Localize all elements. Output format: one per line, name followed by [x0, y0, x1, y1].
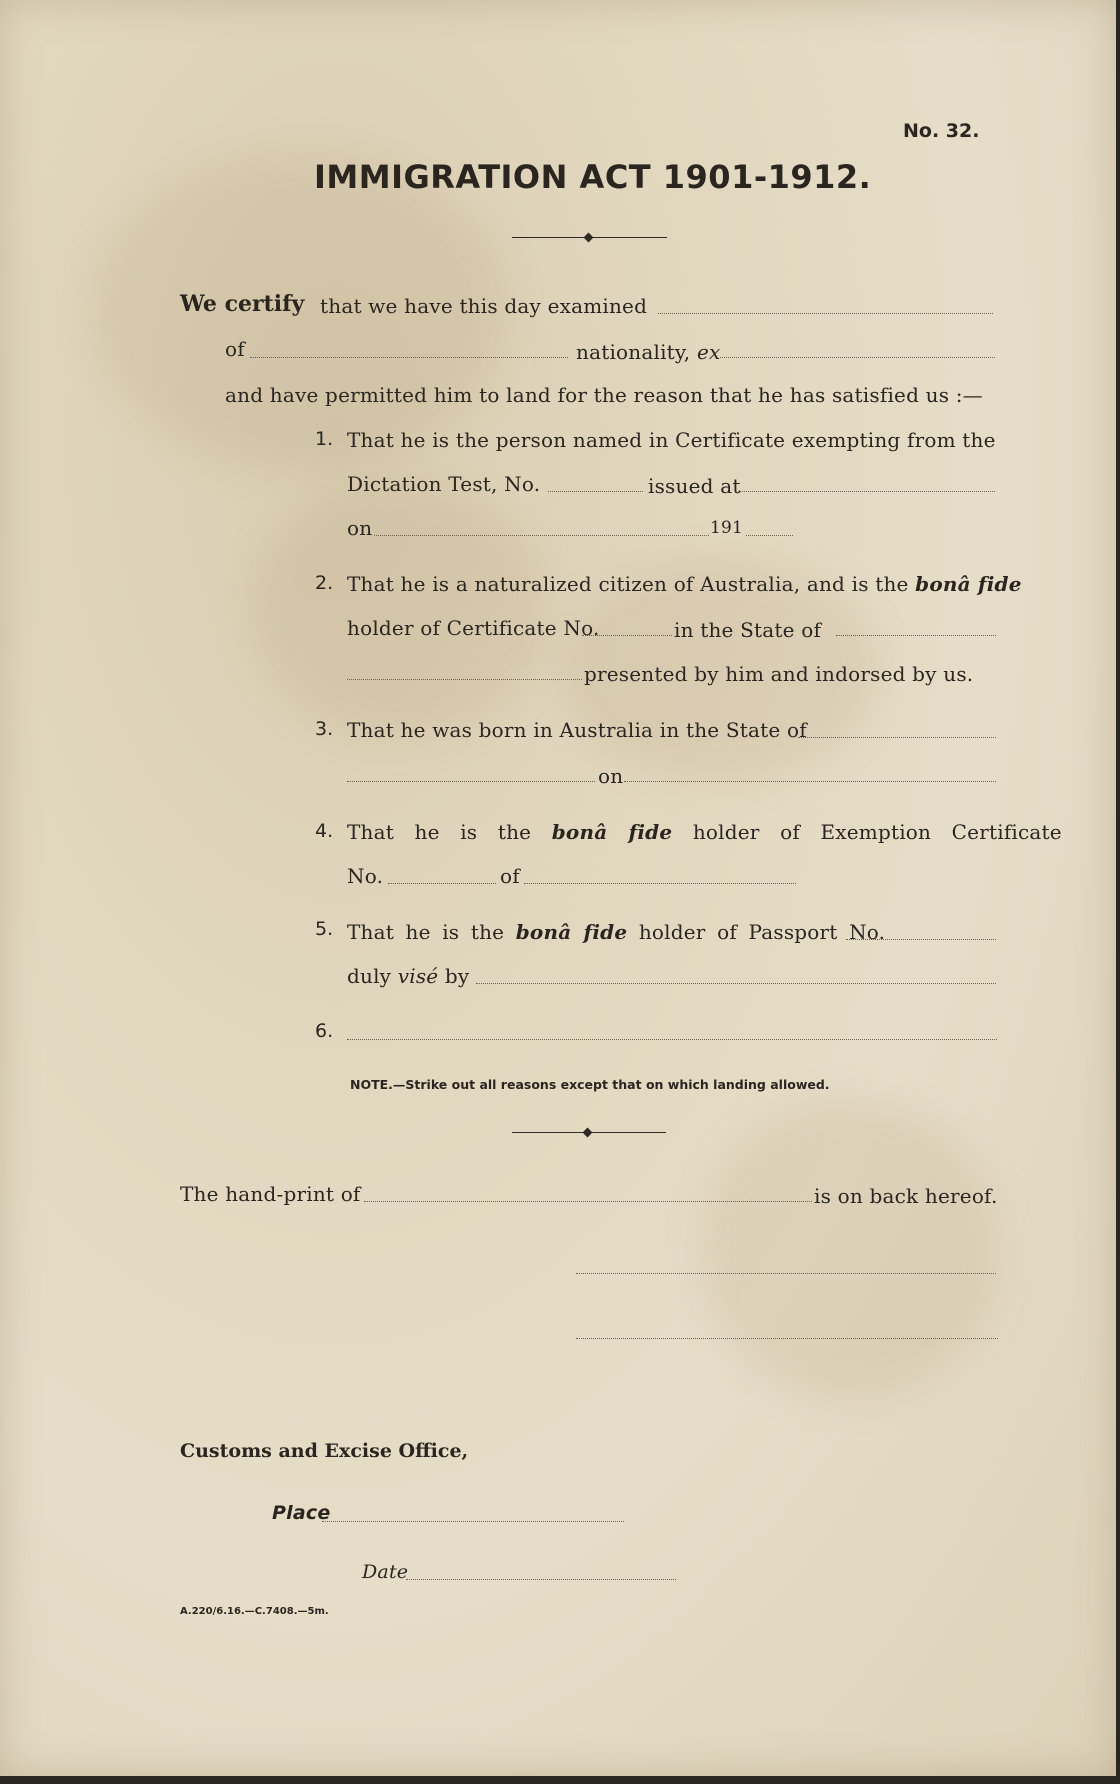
year-suffix-field[interactable]: [746, 535, 793, 536]
ship-field[interactable]: [720, 357, 995, 358]
reason-4-part-1: That he is the: [347, 820, 532, 844]
certify-text: that we have this day examined: [320, 294, 648, 318]
exemption-of-field[interactable]: [524, 883, 796, 884]
vise-text: [347, 964, 469, 988]
handprint-suffix: is on back hereof.: [814, 1184, 998, 1208]
by-label: by: [444, 964, 470, 988]
dictation-test-label: Dictation Test, No.: [347, 472, 541, 496]
presented-text: presented by him and indorsed by us.: [584, 662, 974, 686]
reason-4-part-2: holder of Exemption Certificate: [692, 820, 1062, 844]
signature-line-2[interactable]: [576, 1338, 998, 1339]
reason-4-number: 4.: [315, 820, 334, 842]
reason-6-field[interactable]: [347, 1039, 997, 1040]
reason-3-text: That he was born in Australia in the State of: [347, 718, 807, 742]
exemption-no-label: No.: [347, 864, 384, 888]
of-label: of: [225, 337, 245, 361]
document-title: IMMIGRATION ACT 1901-1912.: [314, 158, 872, 196]
on-label: on: [347, 516, 373, 540]
reason-2-bona-fide: bonâ fide: [915, 572, 1022, 596]
ex-label: ex: [697, 340, 721, 364]
reason-2-text: [347, 572, 1022, 596]
title-rule-ornament: [584, 233, 594, 243]
reason-1-text: That he is the person named in Certificate exempting from the: [347, 428, 996, 452]
section-rule-ornament: [583, 1128, 593, 1138]
date-field[interactable]: [406, 1579, 676, 1580]
issued-at-label: issued at: [648, 474, 741, 498]
reason-1-number: 1.: [315, 428, 334, 450]
reason-2-number: 2.: [315, 572, 334, 594]
state-field-reason-2[interactable]: [836, 635, 996, 636]
birth-state-field[interactable]: [798, 737, 996, 738]
dictation-test-number-field[interactable]: [548, 491, 643, 492]
origin-field[interactable]: [250, 357, 568, 358]
reason-5-text: [347, 920, 885, 944]
note-text: —Strike out all reasons except that on which landing allowed.: [392, 1077, 830, 1092]
certify-lead: We certify: [180, 291, 305, 317]
reason-4-text: [347, 820, 1062, 844]
examined-person-field[interactable]: [658, 313, 993, 314]
exemption-number-field[interactable]: [388, 883, 496, 884]
note-label: NOTE.: [350, 1077, 393, 1092]
permitted-text: and have permitted him to land for the reason that he has satisfied us :—: [225, 383, 983, 407]
reason-6-number: 6.: [315, 1020, 334, 1042]
nationality-label: nationality,: [576, 340, 691, 364]
date-label: Date: [362, 1561, 409, 1583]
certificate-number-field[interactable]: [582, 635, 672, 636]
exemption-of-label: of: [500, 864, 520, 888]
reason-5-number: 5.: [315, 918, 334, 940]
birth-on-label: on: [598, 764, 624, 788]
reason-5-bona-fide: bonâ fide: [515, 920, 628, 944]
birth-place-field[interactable]: [347, 781, 595, 782]
reason-5-part-2: holder of Passport No.: [638, 920, 886, 944]
place-label: Place: [272, 1502, 331, 1524]
form-number: No. 32.: [903, 120, 980, 142]
duly-label: duly: [347, 964, 392, 988]
vise-label: visé: [397, 964, 439, 988]
reason-3-number: 3.: [315, 718, 334, 740]
footer-code: A.220/6.16.—C.7408.—5m.: [180, 1606, 329, 1617]
issue-date-field[interactable]: [374, 535, 709, 536]
in-state-label: in the State of: [674, 618, 822, 642]
note: [350, 1077, 830, 1092]
birth-date-field[interactable]: [624, 781, 996, 782]
reason-4-bona-fide: bonâ fide: [551, 820, 673, 844]
handprint-name-field[interactable]: [364, 1201, 812, 1202]
signature-line-1[interactable]: [576, 1273, 996, 1274]
vise-by-field[interactable]: [476, 983, 996, 984]
office-label: Customs and Excise Office,: [180, 1440, 469, 1462]
year-prefix: 191: [710, 518, 744, 538]
presented-detail-field[interactable]: [347, 679, 582, 680]
issued-at-field[interactable]: [740, 491, 995, 492]
handprint-label: The hand-print of: [180, 1182, 361, 1206]
certificate-no-label: holder of Certificate No.: [347, 616, 600, 640]
reason-2-main: That he is a naturalized citizen of Australia, and is the: [347, 572, 909, 596]
place-field[interactable]: [322, 1521, 624, 1522]
passport-number-field[interactable]: [846, 939, 996, 940]
reason-5-part-1: That he is the: [347, 920, 505, 944]
